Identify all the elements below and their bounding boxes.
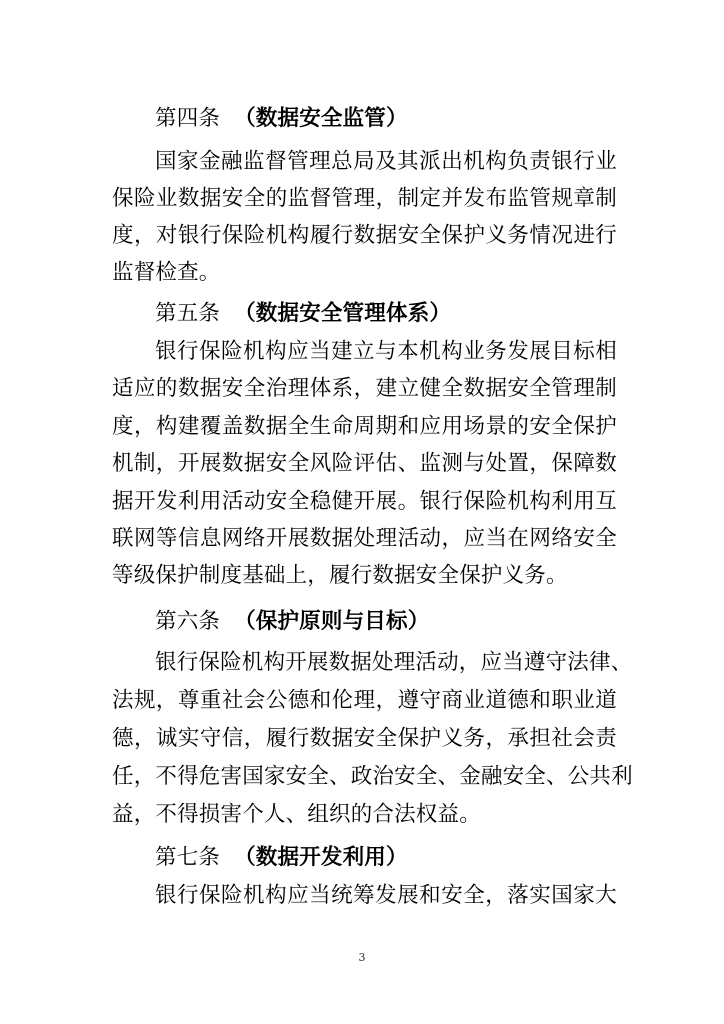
paragraph-line: 度，对银行保险机构履行数据安全保护义务情况进行 <box>112 223 617 248</box>
article-number: 第七条 <box>155 845 221 870</box>
paragraph-line: 任，不得危害国家安全、政治安全、金融安全、公共利 <box>112 764 633 789</box>
paragraph-line: 据开发利用活动安全稳健开展。银行保险机构利用互 <box>112 489 617 514</box>
article-number: 第六条 <box>155 609 221 634</box>
article-title: （保护原则与目标） <box>234 609 430 634</box>
page-number: 3 <box>358 951 366 964</box>
paragraph-line: 适应的数据安全治理体系，建立健全数据安全管理制 <box>112 376 617 401</box>
article-heading <box>155 602 617 642</box>
article-heading <box>155 294 617 334</box>
paragraph-line: 德，诚实守信，履行数据安全保护义务，承担社会责 <box>112 726 617 751</box>
article-title: （数据开发利用） <box>234 845 408 870</box>
paragraph-line: 银行保险机构应当统筹发展和安全，落实国家大 <box>155 883 617 908</box>
paragraph-line: 等级保护制度基础上，履行数据安全保护义务。 <box>112 563 568 588</box>
paragraph-line: 度，构建覆盖数据全生命周期和应用场景的安全保护 <box>112 414 617 439</box>
article-number: 第四条 <box>155 106 221 131</box>
paragraph-line: 联网等信息网络开展数据处理活动，应当在网络安全 <box>112 526 617 551</box>
article-title: （数据安全监管） <box>234 106 408 131</box>
paragraph-line: 银行保险机构开展数据处理活动，应当遵守法律、 <box>155 650 633 675</box>
paragraph-line: 法规，尊重社会公德和伦理，遵守商业道德和职业道 <box>112 688 617 713</box>
paragraph-line: 银行保险机构应当建立与本机构业务发展目标相 <box>155 339 617 364</box>
paragraph-line: 益，不得损害个人、组织的合法权益。 <box>112 802 481 827</box>
article-heading <box>155 99 617 139</box>
paragraph-line: 保险业数据安全的监督管理，制定并发布监管规章制 <box>112 186 617 211</box>
article-title: （数据安全管理体系） <box>234 301 452 326</box>
paragraph-line: 监督检查。 <box>112 260 221 285</box>
paragraph-line: 国家金融监督管理总局及其派出机构负责银行业 <box>155 149 617 174</box>
article-number: 第五条 <box>155 301 221 326</box>
paragraph-line: 机制，开展数据安全风险评估、监测与处置，保障数 <box>112 451 617 476</box>
article-heading <box>155 838 617 878</box>
